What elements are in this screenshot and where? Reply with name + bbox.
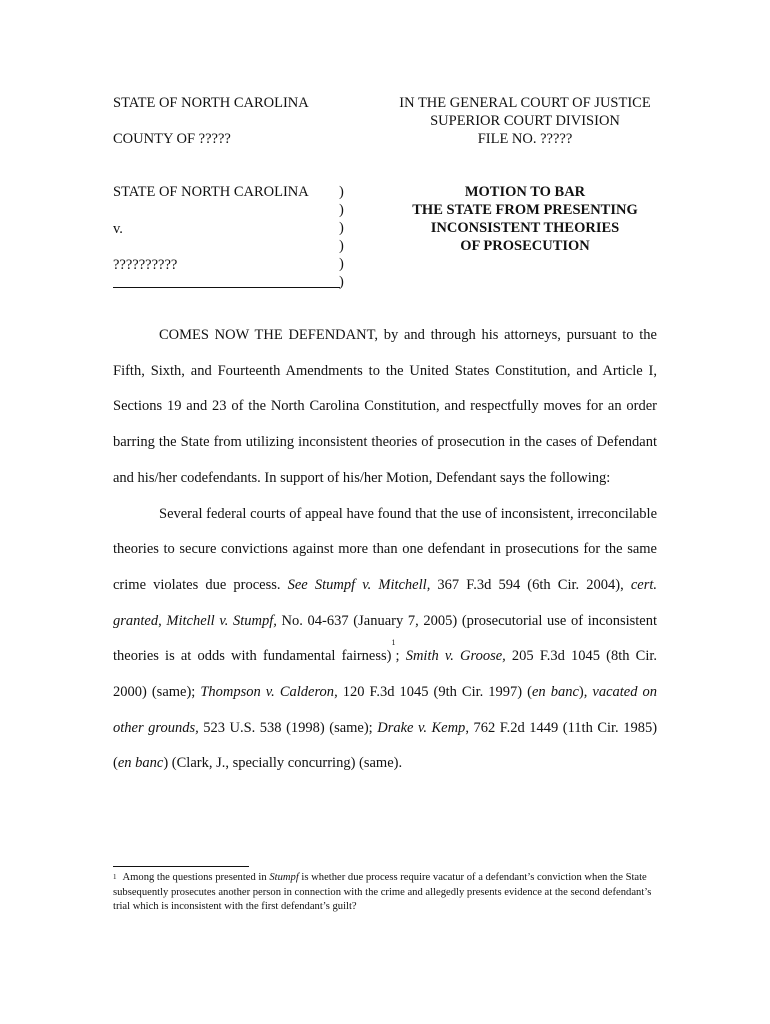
motion-title (392, 183, 658, 255)
citation-signal: en banc (117, 755, 164, 772)
header-county: COUNTY OF ????? (113, 131, 231, 147)
file-number: FILE NO. ????? (477, 131, 573, 147)
text-run: 205 F.3d 1045 (8th Cir. 2000) (same); (113, 648, 658, 701)
paragraph-authorities (113, 497, 657, 783)
title-line: THE STATE FROM PRESENTING (412, 202, 638, 218)
citation-signal: cert. granted (113, 576, 657, 629)
caption-paren: ) (339, 256, 344, 272)
caption-paren: ) (339, 184, 344, 200)
case-citation: Mitchell v. Stumpf, (166, 612, 277, 629)
text-run: ) (Clark, J., specially concurring) (same). (163, 755, 403, 772)
footnote-reference[interactable]: 1 (391, 638, 396, 648)
title-line: INCONSISTENT THEORIES (430, 220, 620, 236)
caption-paren: ) (339, 238, 344, 254)
case-citation: Thompson v. Calderon (200, 684, 335, 701)
text-run: ), (578, 684, 593, 701)
text-run: Among the questions presented in (122, 872, 270, 883)
footnote-separator (113, 866, 249, 867)
court-line-2: SUPERIOR COURT DIVISION (430, 113, 620, 129)
caption-paren: ) (339, 202, 344, 218)
text-run: No. 04-637 (January 7, 2005) (prosecutorial use of inconsistent theories is at odds with fundamental fairness) (113, 612, 658, 665)
title-line: MOTION TO BAR (464, 184, 586, 200)
caption-defendant: ?????????? (113, 257, 178, 273)
text-run: ; (395, 648, 406, 665)
caption-plaintiff: STATE OF NORTH CAROLINA (113, 184, 309, 200)
text-run: , (158, 612, 167, 629)
title-line: OF PROSECUTION (460, 238, 590, 254)
caption-underline (113, 287, 340, 288)
motion-body (113, 318, 657, 782)
text-run: , 120 F.3d 1045 (9th Cir. 1997) ( (334, 684, 532, 701)
court-line-1: IN THE GENERAL COURT OF JUSTICE (399, 95, 651, 111)
citation-signal: vacated on other grounds, (113, 684, 657, 736)
text-run: 523 U.S. 538 (1998) (same); (198, 719, 378, 736)
caption-paren: ) (339, 274, 344, 290)
text-run: is whether due process require vacatur of a defendant’s conviction when the State subsequently prosecutes another person in connection with the crime and allegedly presents evidence at the second defendant’s trial which is inconsistent with the first defendant’s guilt? (113, 872, 652, 913)
text-run: , 762 F.2d 1449 (11th Cir. 1985) ( (113, 719, 658, 772)
footnote (113, 871, 657, 915)
text-run: Several federal courts of appeal have found that the use of inconsistent, irreconcilable theories to secure convictions against more than one defendant in prosecutions for the same crime violates due process. (113, 505, 657, 593)
case-citation: See Stumpf v. Mitchell (287, 576, 427, 593)
header-state: STATE OF NORTH CAROLINA (113, 95, 309, 111)
citation-signal: en banc (532, 684, 579, 701)
caption-paren: ) (339, 220, 344, 236)
footnote-mark: 1 (113, 873, 117, 881)
text-run: , 367 F.3d 594 (6th Cir. 2004), (426, 576, 631, 593)
case-citation: Smith v. Groose, (405, 648, 506, 665)
paragraph-intro: COMES NOW THE DEFENDANT, by and through his attorneys, pursuant to the Fifth, Sixth, and Fourteenth Amendments to the United States Constitution, and Article I, Sections 19 and 23 of the North Carolina Constitution, and respectfully moves for an order barring the State from utilizing inconsistent theories of prosecution in the cases of Defendant and his/her codefendants. In support of his/her Motion, Defendant says the following: (113, 327, 657, 486)
case-citation: Drake v. Kemp (377, 719, 466, 736)
case-citation: Stumpf (269, 872, 299, 883)
caption-versus: v. (113, 221, 123, 237)
